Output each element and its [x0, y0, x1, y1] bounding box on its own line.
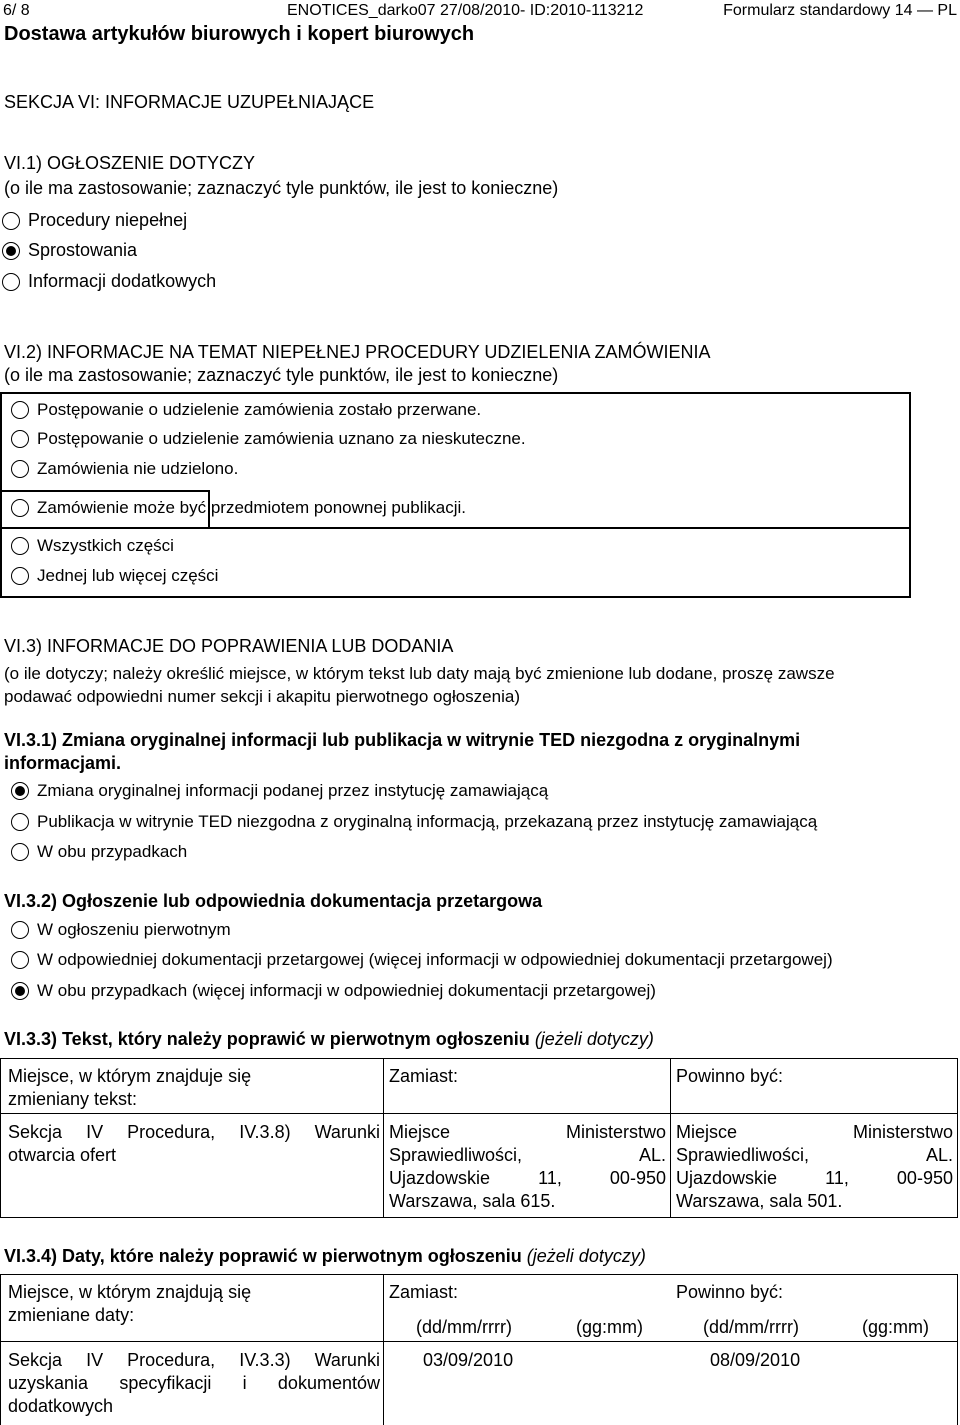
table1-place-line1: Sekcja IV Procedura, IV.3.8) Warunki — [8, 1122, 380, 1142]
radio-circle-selected[interactable] — [11, 782, 29, 800]
radio-ogloszeniu-pierwotnym[interactable]: W ogłoszeniu pierwotnym — [11, 920, 231, 940]
radio-wszystkich-czesci[interactable]: Wszystkich części — [11, 536, 174, 556]
vi1-note: (o ile ma zastosowanie; zaznaczyć tyle punktów, ile jest to konieczne) — [4, 178, 559, 198]
table2-header-instead: Zamiast: — [389, 1282, 459, 1302]
vi2-note: (o ile ma zastosowanie; zaznaczyć tyle punktów, ile jest to konieczne) — [4, 365, 559, 385]
table2-should-date-format: (dd/mm/rrrr) — [703, 1317, 799, 1337]
table2-instead-time-format: (gg:mm) — [576, 1317, 643, 1337]
radio-circle[interactable] — [11, 401, 29, 419]
vi31-title-line2: informacjami. — [4, 753, 122, 773]
table2-instead-date: 03/09/2010 — [423, 1350, 514, 1370]
radio-circle[interactable] — [11, 537, 29, 555]
radio-zmiana-oryginalnej[interactable]: Zmiana oryginalnej informacji podanej przez instytucję zamawiającą — [11, 781, 548, 801]
vi1-title: VI.1) OGŁOSZENIE DOTYCZY — [4, 153, 256, 173]
table2-place-line2: uzyskania specyfikacji i dokumentów — [8, 1373, 380, 1393]
radio-circle[interactable] — [11, 567, 29, 585]
radio-circle[interactable] — [2, 273, 20, 291]
table1-should-line2: Sprawiedliwości, AL. — [676, 1145, 953, 1165]
table1-should-line4: Warszawa, sala 501. — [676, 1191, 843, 1211]
vi31-title-line1: VI.3.1) Zmiana oryginalnej informacji lub publikacja w witrynie TED niezgodna z oryginalnymi — [4, 730, 801, 750]
vi3-note-line1: (o ile dotyczy; należy określić miejsce, w którym tekst lub daty mają być zmienione lub dodane, proszę zawsze — [4, 664, 835, 683]
radio-circle[interactable] — [11, 499, 29, 517]
vi3-note-line2: podawać odpowiedni numer sekcji i akapitu pierwotnego ogłoszenia) — [4, 687, 520, 706]
radio-sprostowania[interactable]: Sprostowania — [2, 240, 137, 261]
table2-place-line3: dodatkowych — [8, 1396, 114, 1416]
table2-header-place-line2: zmieniane daty: — [8, 1305, 135, 1325]
section-title: SEKCJA VI: INFORMACJE UZUPEŁNIAJĄCE — [4, 92, 375, 112]
radio-circle[interactable] — [11, 460, 29, 478]
table2-place-line1: Sekcja IV Procedura, IV.3.3) Warunki — [8, 1350, 380, 1370]
radio-circle-selected[interactable] — [11, 982, 29, 1000]
radio-circle-selected[interactable] — [2, 242, 20, 260]
table2-header-should: Powinno być: — [676, 1282, 784, 1302]
radio-circle[interactable] — [2, 212, 20, 230]
radio-circle[interactable] — [11, 813, 29, 831]
table1-place-line2: otwarcia ofert — [8, 1145, 117, 1165]
radio-publikacja-niezgodna[interactable]: Publikacja w witrynie TED niezgodna z oryginalną informacją, przekazaną przez instytucję zamawiającą — [11, 812, 817, 832]
radio-procedury-niepelnej[interactable]: Procedury niepełnej — [2, 210, 187, 231]
radio-jednej-lub-wiecej[interactable]: Jednej lub więcej części — [11, 566, 218, 586]
radio-dokumentacji-przetargowej[interactable]: W odpowiedniej dokumentacji przetargowej (więcej informacji w odpowiedniej dokumentacji przetargowej) — [11, 950, 833, 970]
table1-should-line3: Ujazdowskie 11, 00-950 — [676, 1168, 953, 1188]
vi33-title: VI.3.3) Tekst, który należy poprawić w pierwotnym ogłoszeniu (jeżeli dotyczy) — [4, 1029, 654, 1049]
table1-instead-line3: Ujazdowskie 11, 00-950 — [389, 1168, 666, 1188]
table1-header-should: Powinno być: — [676, 1066, 784, 1086]
radio-obu-przypadkach-dokumentacja[interactable]: W obu przypadkach (więcej informacji w odpowiedniej dokumentacji przetargowej) — [11, 981, 656, 1001]
table1-instead-line1: Miejsce Ministerstwo — [389, 1122, 666, 1142]
table1-should-line1: Miejsce Ministerstwo — [676, 1122, 953, 1142]
radio-postepowanie-przerwane[interactable]: Postępowanie o udzielenie zamówienia zostało przerwane. — [11, 400, 481, 420]
table1-header-place-line1: Miejsce, w którym znajduje się — [8, 1066, 252, 1086]
page-number: 6/ 8 — [3, 2, 30, 19]
radio-circle[interactable] — [11, 921, 29, 939]
form-label: Formularz standardowy 14 — PL — [723, 2, 957, 19]
vi3-title: VI.3) INFORMACJE DO POPRAWIENIA LUB DODANIA — [4, 636, 454, 656]
document-id: ENOTICES_darko07 27/08/2010- ID:2010-113212 — [287, 2, 644, 19]
document-title: Dostawa artykułów biurowych i kopert biurowych — [4, 23, 475, 45]
radio-zamowienia-nie-udzielono[interactable]: Zamówienia nie udzielono. — [11, 459, 238, 479]
radio-ponowna-publikacja[interactable]: Zamówienie może być przedmiotem ponownej publikacji. — [11, 498, 466, 518]
radio-obu-przypadkach[interactable]: W obu przypadkach — [11, 842, 187, 862]
radio-circle[interactable] — [11, 430, 29, 448]
vi34-title: VI.3.4) Daty, które należy poprawić w pierwotnym ogłoszeniu (jeżeli dotyczy) — [4, 1246, 646, 1266]
table1-instead-line2: Sprawiedliwości, AL. — [389, 1145, 666, 1165]
table2-header-place-line1: Miejsce, w którym znajdują się — [8, 1282, 252, 1302]
vi2-title: VI.2) INFORMACJE NA TEMAT NIEPEŁNEJ PROCEDURY UDZIELENIA ZAMÓWIENIA — [4, 342, 711, 362]
table1-instead-line4: Warszawa, sala 615. — [389, 1191, 556, 1211]
vi32-title: VI.3.2) Ogłoszenie lub odpowiednia dokumentacja przetargowa — [4, 891, 543, 911]
radio-circle[interactable] — [11, 843, 29, 861]
table1-header-place-line2: zmieniany tekst: — [8, 1089, 138, 1109]
radio-postepowanie-nieskuteczne[interactable]: Postępowanie o udzielenie zamówienia uznano za nieskuteczne. — [11, 429, 526, 449]
table2-instead-date-format: (dd/mm/rrrr) — [416, 1317, 512, 1337]
radio-informacji-dodatkowych[interactable]: Informacji dodatkowych — [2, 271, 216, 292]
table2-should-time-format: (gg:mm) — [862, 1317, 929, 1337]
table2-should-date: 08/09/2010 — [710, 1350, 801, 1370]
divider — [0, 490, 210, 492]
divider — [0, 527, 911, 529]
table1-header-instead: Zamiast: — [389, 1066, 459, 1086]
radio-circle[interactable] — [11, 951, 29, 969]
